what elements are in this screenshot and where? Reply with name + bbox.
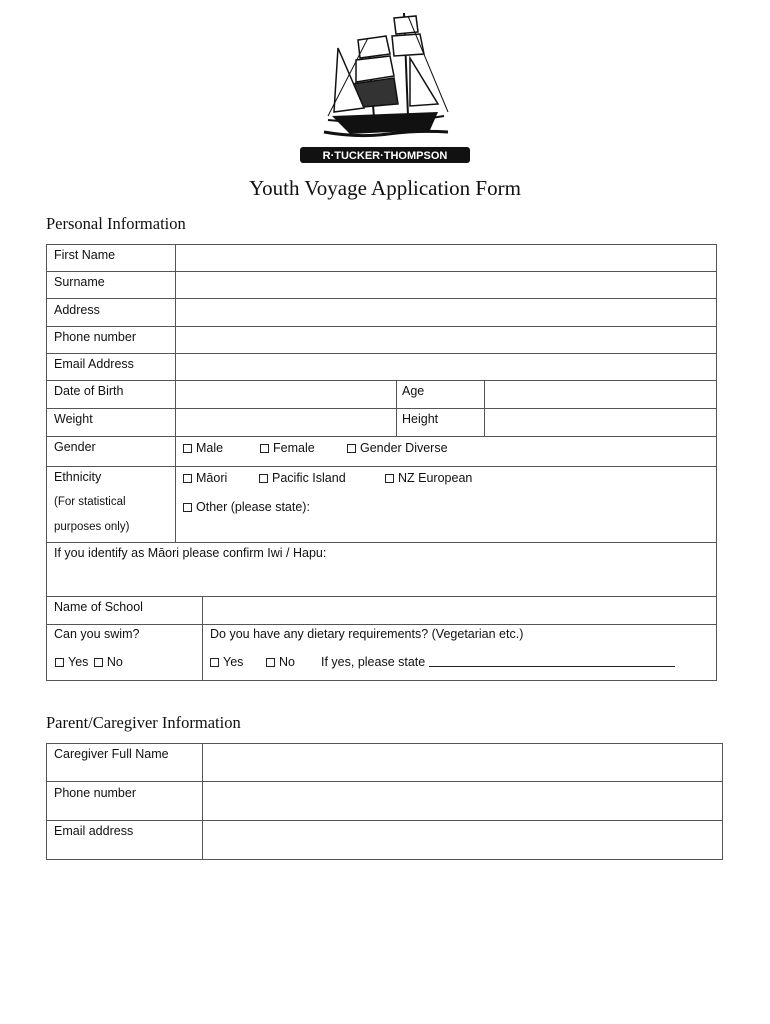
gender-label: Gender bbox=[54, 440, 96, 454]
dietary-if-yes bbox=[321, 655, 675, 670]
address-field[interactable] bbox=[176, 299, 716, 326]
caregiver-phone-field[interactable] bbox=[203, 782, 722, 820]
caregiver-section-heading: Parent/Caregiver Information bbox=[46, 713, 241, 732]
height-field[interactable] bbox=[485, 409, 716, 436]
caregiver-email-label: Email address bbox=[54, 824, 134, 838]
height-label: Height bbox=[402, 412, 439, 426]
checkbox-icon[interactable] bbox=[210, 658, 219, 667]
checkbox-icon[interactable] bbox=[183, 474, 192, 483]
form-title: Youth Voyage Application Form bbox=[249, 176, 521, 200]
surname-field[interactable] bbox=[176, 272, 716, 298]
iwi-field[interactable] bbox=[47, 562, 716, 596]
sailing-ship-icon bbox=[298, 8, 472, 168]
first-name-label: First Name bbox=[54, 248, 116, 262]
checkbox-icon[interactable] bbox=[94, 658, 103, 667]
dob-label: Date of Birth bbox=[54, 384, 124, 398]
first-name-field[interactable] bbox=[176, 245, 716, 271]
surname-label: Surname bbox=[54, 275, 105, 289]
gender-female-option[interactable]: Female bbox=[260, 441, 315, 456]
weight-field[interactable] bbox=[176, 409, 396, 436]
ethnicity-note-line2: purposes only) bbox=[54, 521, 130, 533]
age-field[interactable] bbox=[485, 381, 716, 408]
ethnicity-label: Ethnicity bbox=[54, 470, 102, 484]
ethnicity-other-option[interactable]: Other (please state): bbox=[183, 500, 310, 515]
gender-male-option[interactable]: Male bbox=[183, 441, 223, 456]
checkbox-icon[interactable] bbox=[266, 658, 275, 667]
dietary-state-field[interactable] bbox=[429, 655, 675, 667]
dietary-yes-option[interactable]: Yes bbox=[210, 655, 243, 670]
ethnicity-pacific-option[interactable]: Pacific Island bbox=[259, 471, 346, 486]
ship-logo bbox=[298, 8, 472, 168]
checkbox-icon[interactable] bbox=[183, 444, 192, 453]
logo-text: R·TUCKER·THOMPSON bbox=[322, 150, 448, 162]
school-field[interactable] bbox=[203, 597, 716, 624]
age-label: Age bbox=[402, 384, 425, 398]
swim-options bbox=[55, 655, 123, 670]
swim-label: Can you swim? bbox=[54, 627, 140, 641]
dietary-if-yes-label: If yes, please state bbox=[321, 655, 426, 669]
checkbox-icon[interactable] bbox=[385, 474, 394, 483]
checkbox-icon[interactable] bbox=[260, 444, 269, 453]
checkbox-icon[interactable] bbox=[259, 474, 268, 483]
dietary-label: Do you have any dietary requirements? (Vegetarian etc.) bbox=[210, 627, 524, 641]
dietary-no-option[interactable]: No bbox=[266, 655, 295, 670]
swim-no-label: No bbox=[106, 655, 123, 669]
ethnicity-maori-option[interactable]: Māori bbox=[183, 471, 227, 486]
caregiver-name-label: Caregiver Full Name bbox=[54, 747, 169, 761]
email-label: Email Address bbox=[54, 357, 134, 371]
phone-label: Phone number bbox=[54, 330, 137, 344]
dob-field[interactable] bbox=[176, 381, 396, 408]
iwi-label: If you identify as Māori please confirm Iwi / Hapu: bbox=[54, 546, 327, 560]
ethnicity-note-line1: (For statistical bbox=[54, 496, 126, 508]
email-field[interactable] bbox=[176, 354, 716, 380]
ethnicity-nz-european-option[interactable]: NZ European bbox=[385, 471, 472, 486]
swim-yes-label: Yes bbox=[68, 655, 89, 669]
checkbox-icon[interactable] bbox=[55, 658, 64, 667]
caregiver-phone-label: Phone number bbox=[54, 786, 137, 800]
gender-diverse-option[interactable]: Gender Diverse bbox=[347, 441, 448, 456]
checkbox-icon[interactable] bbox=[347, 444, 356, 453]
caregiver-email-field[interactable] bbox=[203, 821, 722, 859]
checkbox-icon[interactable] bbox=[183, 503, 192, 512]
address-label: Address bbox=[54, 303, 100, 317]
weight-label: Weight bbox=[54, 412, 93, 426]
school-label: Name of School bbox=[54, 600, 143, 614]
personal-section-heading: Personal Information bbox=[46, 214, 186, 233]
phone-field[interactable] bbox=[176, 327, 716, 353]
caregiver-name-field[interactable] bbox=[203, 744, 722, 781]
